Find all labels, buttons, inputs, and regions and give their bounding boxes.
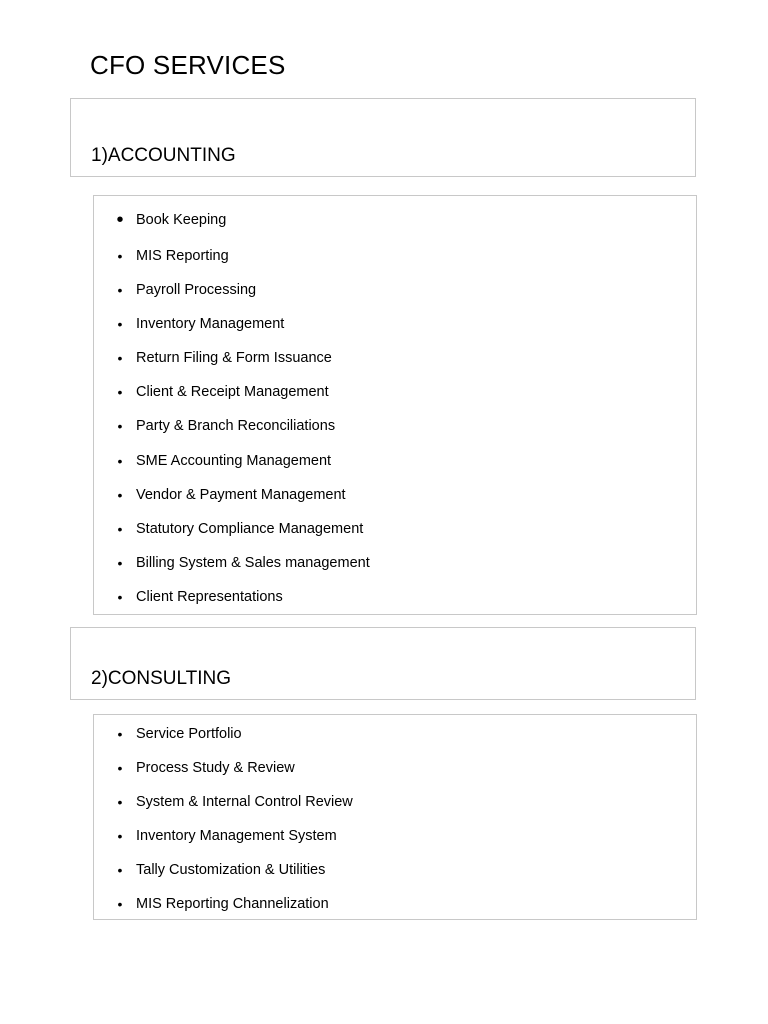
bullet-icon: • bbox=[117, 726, 123, 742]
list-item bbox=[94, 201, 696, 239]
bullet-icon: • bbox=[117, 384, 123, 401]
bullet-icon: • bbox=[117, 862, 123, 879]
accounting-list-box bbox=[93, 195, 697, 615]
list-item-label: Tally Customization & Utilities bbox=[136, 862, 326, 879]
list-item bbox=[94, 819, 696, 853]
list-item-label: Service Portfolio bbox=[136, 726, 242, 742]
list-item-label: Inventory Management System bbox=[136, 828, 337, 845]
consulting-heading-box bbox=[70, 627, 696, 700]
list-item-label: Process Study & Review bbox=[136, 760, 295, 777]
list-item-label: Statutory Compliance Management bbox=[136, 520, 364, 537]
bullet-icon: • bbox=[117, 486, 123, 503]
list-item-label: Client & Receipt Management bbox=[136, 384, 329, 401]
consulting-heading: 2)CONSULTING bbox=[91, 668, 232, 689]
bullet-icon: • bbox=[117, 316, 123, 333]
list-item-label: Book Keeping bbox=[136, 212, 227, 228]
list-item-label: MIS Reporting Channelization bbox=[136, 896, 329, 913]
list-item-label: Return Filing & Form Issuance bbox=[136, 350, 332, 367]
bullet-icon: • bbox=[117, 794, 123, 811]
consulting-list bbox=[94, 717, 696, 922]
bullet-icon: • bbox=[117, 282, 123, 299]
list-item bbox=[94, 785, 696, 819]
list-item-label: Client Representations bbox=[136, 588, 283, 605]
bullet-icon: • bbox=[117, 452, 123, 469]
list-item bbox=[94, 307, 696, 341]
list-item bbox=[94, 853, 696, 887]
list-item-label: Payroll Processing bbox=[136, 282, 257, 299]
list-item-label: MIS Reporting bbox=[136, 248, 229, 264]
bullet-icon: • bbox=[117, 760, 123, 777]
list-item bbox=[94, 546, 696, 580]
bullet-icon: • bbox=[116, 209, 124, 231]
bullet-icon: • bbox=[117, 520, 123, 537]
list-item bbox=[94, 239, 696, 273]
list-item bbox=[94, 375, 696, 409]
bullet-icon: • bbox=[117, 554, 123, 571]
list-item bbox=[94, 717, 696, 751]
accounting-heading-box bbox=[70, 98, 696, 177]
list-item bbox=[94, 887, 696, 921]
bullet-icon: • bbox=[117, 350, 123, 367]
bullet-icon: • bbox=[117, 418, 123, 435]
list-item-label: Inventory Management bbox=[136, 316, 285, 333]
list-item bbox=[94, 409, 696, 443]
list-item bbox=[94, 341, 696, 375]
list-item-label: Party & Branch Reconciliations bbox=[136, 418, 336, 435]
list-item bbox=[94, 444, 696, 478]
list-item bbox=[94, 751, 696, 785]
bullet-icon: • bbox=[117, 588, 123, 605]
bullet-icon: • bbox=[117, 828, 123, 845]
list-item bbox=[94, 478, 696, 512]
list-item bbox=[94, 580, 696, 614]
list-item bbox=[94, 512, 696, 546]
list-item bbox=[94, 273, 696, 307]
accounting-heading: 1)ACCOUNTING bbox=[91, 145, 236, 166]
list-item-label: SME Accounting Management bbox=[136, 452, 332, 469]
accounting-list bbox=[94, 201, 696, 614]
bullet-icon: • bbox=[117, 896, 123, 913]
list-item-label: System & Internal Control Review bbox=[136, 794, 353, 811]
page-title: CFO SERVICES bbox=[90, 50, 286, 80]
bullet-icon: • bbox=[117, 248, 123, 264]
list-item-label: Vendor & Payment Management bbox=[136, 486, 346, 503]
consulting-list-box bbox=[93, 714, 697, 920]
list-item-label: Billing System & Sales management bbox=[136, 554, 370, 571]
